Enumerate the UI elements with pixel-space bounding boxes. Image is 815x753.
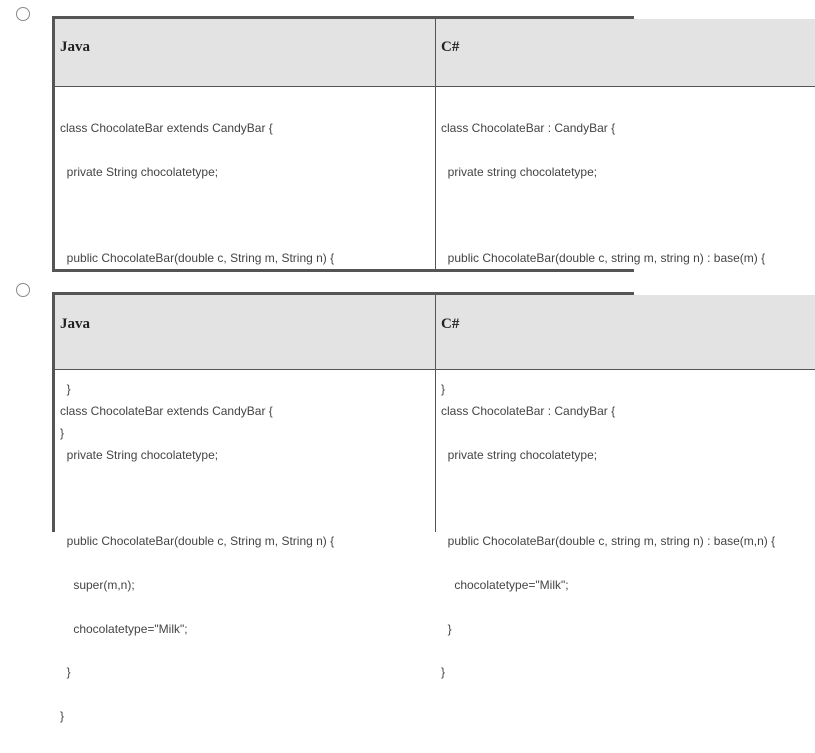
code-blank-line	[60, 209, 334, 222]
code-comparison-table-1	[52, 16, 766, 441]
code-line: public ChocolateBar(double c, String m, String n) {	[60, 533, 335, 548]
code-blank-line	[60, 492, 334, 505]
code-line: public ChocolateBar(double c, String m, String n) {	[60, 250, 335, 265]
code-line: class ChocolateBar extends CandyBar {	[60, 404, 273, 419]
code-comparison-table-2	[52, 292, 776, 724]
java-header: Java	[60, 316, 90, 332]
code-blank-line	[441, 492, 775, 505]
java-header: Java	[60, 39, 90, 55]
csharp-header: C#	[441, 39, 460, 55]
code-line: }	[60, 426, 65, 441]
code-line: super(m,n);	[60, 577, 135, 592]
radio-option-1[interactable]	[16, 7, 30, 21]
csharp-code-block	[441, 375, 775, 709]
code-line: public ChocolateBar(double c, string m, string n) : base(m,n) {	[441, 533, 776, 548]
code-line: public ChocolateBar(double c, string m, string n) : base(m) {	[441, 250, 766, 265]
csharp-header: C#	[441, 316, 460, 332]
code-line: private string chocolatetype;	[441, 447, 598, 462]
code-line: class ChocolateBar : CandyBar {	[441, 404, 616, 419]
radio-option-2[interactable]	[16, 283, 30, 297]
code-line: }	[441, 382, 446, 397]
code-line: chocolatetype="Milk";	[441, 577, 569, 592]
code-blank-line	[441, 209, 765, 222]
code-line: chocolatetype="Milk";	[60, 621, 188, 636]
answer-option-2	[0, 275, 776, 724]
code-line: private String chocolatetype;	[60, 447, 219, 462]
code-line: private string chocolatetype;	[441, 164, 598, 179]
code-line: }	[60, 382, 71, 397]
column-divider	[435, 19, 436, 269]
code-line: private String chocolatetype;	[60, 164, 219, 179]
code-line: class ChocolateBar extends CandyBar {	[60, 121, 273, 136]
code-line: }	[60, 709, 65, 724]
code-line: class ChocolateBar : CandyBar {	[441, 121, 616, 136]
code-line: }	[60, 665, 71, 680]
java-code-block	[60, 375, 334, 753]
code-line: }	[441, 621, 452, 636]
code-line: }	[441, 665, 446, 680]
column-divider	[435, 295, 436, 532]
